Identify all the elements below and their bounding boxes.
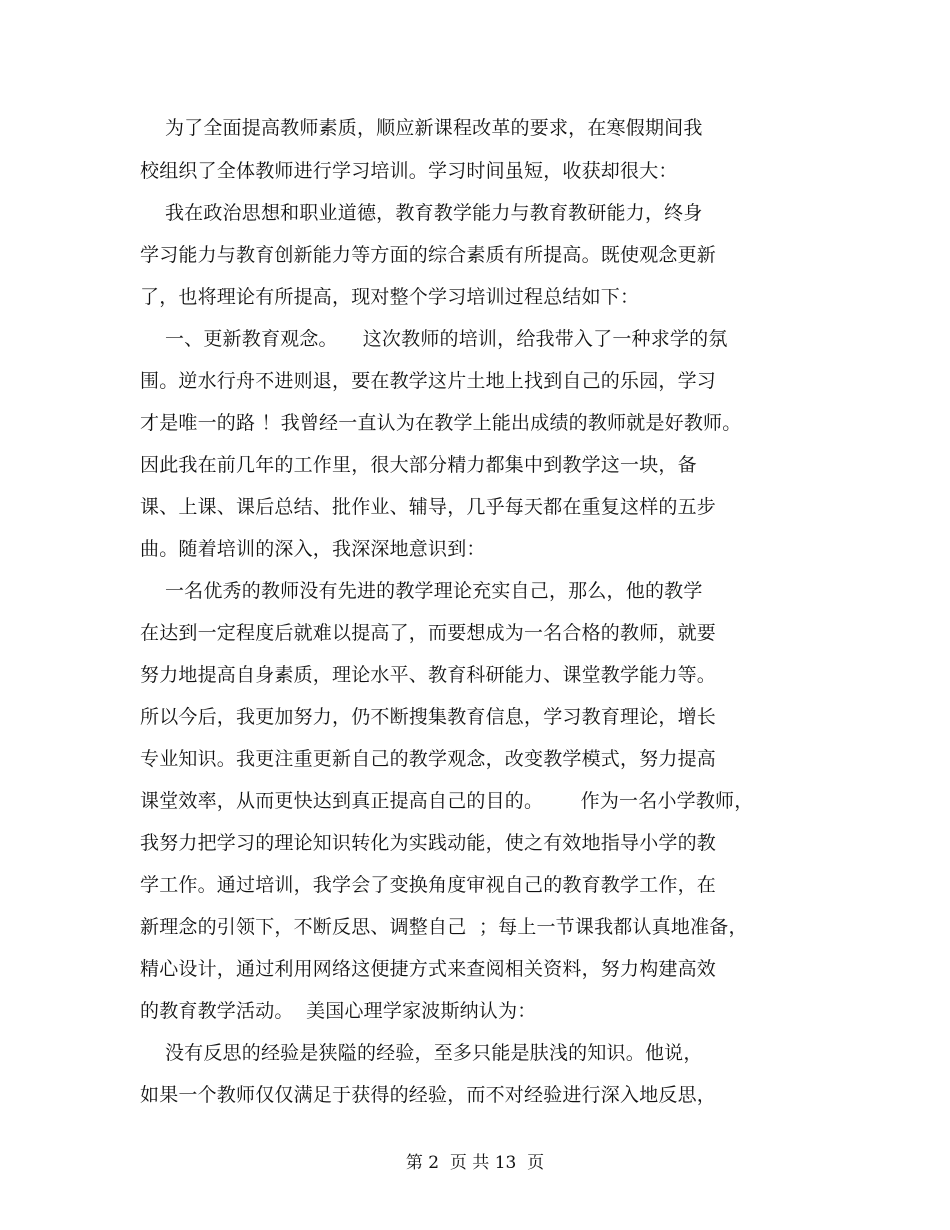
text-line: 围。逆水行舟不进则退，要在教学这片土地上找到自己的乐园，学习 [140, 370, 717, 392]
text-line: 精心设计，通过利用网络这便捷方式来查阅相关资料，努力构建高效 [140, 958, 717, 980]
text-line: 因此我在前几年的工作里，很大部分精力都集中到教学这一块，备 [140, 454, 697, 476]
text-line: 才是唯一的路 ！我曾经一直认为在教学上能出成绩的教师就是好教师。 [140, 412, 742, 434]
text-line: 我在政治思想和职业道德，教育教学能力与教育教研能力，终身 [140, 202, 703, 224]
text-line: 努力地提高自身素质，理论水平、教育科研能力、课堂教学能力等。 [140, 664, 717, 686]
text-line: 了，也将理论有所提高，现对整个学习培训过程总结如下： [140, 286, 640, 308]
text-line: 新理念的引领下，不断反思、调整自己 ；每上一节课我都认真地准备， [140, 916, 748, 938]
text-line: 学工作。通过培训，我学会了变换角度审视自己的教育教学工作，在 [140, 874, 717, 896]
text-line: 在达到一定程度后就难以提高了，而要想成为一名合格的教师，就要 [140, 622, 717, 644]
text-line: 学习能力与教育创新能力等方面的综合素质有所提高。既使观念更新 [140, 244, 717, 266]
text-line: 校组织了全体教师进行学习培训。学习时间虽短，收获却很大： [140, 160, 678, 182]
text-line: 一名优秀的教师没有先进的教学理论充实自己，那么，他的教学 [140, 580, 703, 602]
text-line: 课堂效率，从而更快达到真正提高自己的目的。 作为一名小学教师， [140, 790, 754, 812]
text-line: 我努力把学习的理论知识转化为实践动能，使之有效地指导小学的教 [140, 832, 717, 854]
text-line: 一、更新教育观念。 这次教师的培训，给我带入了一种求学的氛 [140, 328, 728, 350]
text-line: 课、上课、课后总结、批作业、辅导，几乎每天都在重复这样的五步 [140, 496, 717, 518]
text-line: 的教育教学活动。 美国心理学家波斯纳认为： [140, 1000, 537, 1022]
text-line: 如果一个教师仅仅满足于获得的经验，而不对经验进行深入地反思， [140, 1084, 717, 1106]
text-line: 曲。随着培训的深入，我深深地意识到： [140, 538, 486, 560]
page-number-footer: 第 2 页 共 13 页 [405, 1153, 545, 1173]
text-line: 所以今后，我更加努力，仍不断搜集教育信息，学习教育理论，增长 [140, 706, 717, 728]
text-line: 为了全面提高教师素质，顺应新课程改革的要求，在寒假期间我 [140, 117, 703, 139]
text-line: 专业知识。我更注重更新自己的教学观念，改变教学模式，努力提高 [140, 748, 717, 770]
text-line: 没有反思的经验是狭隘的经验，至多只能是肤浅的知识。他说， [140, 1042, 703, 1064]
